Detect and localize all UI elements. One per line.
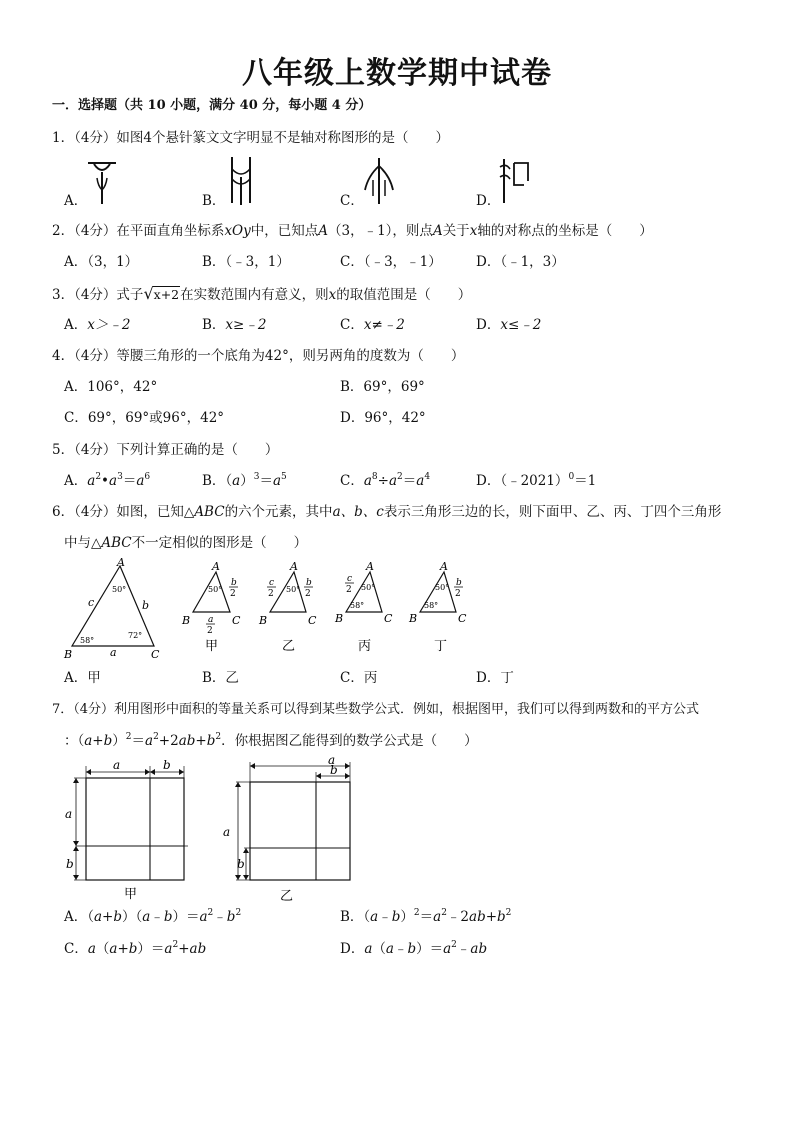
q5-c-exp: 8 xyxy=(371,472,378,482)
glyph-a-image xyxy=(86,156,120,206)
angle-b-label: 58° xyxy=(80,636,95,645)
yi-top-b-label: b xyxy=(330,763,338,777)
jia-label: 甲 xyxy=(124,887,138,902)
bing-angle-b-label: 58° xyxy=(350,601,365,610)
jia-label: 甲 xyxy=(205,639,219,654)
q7-d-exp: 2 xyxy=(451,940,457,950)
ding-frac-den: 2 xyxy=(455,589,461,599)
side-c-label: c xyxy=(88,596,95,609)
bing-c-label: C xyxy=(384,612,393,625)
q7-squares-figure xyxy=(60,753,360,906)
q5-stem: 5．（4分）下列计算正确的是（ ） xyxy=(52,442,279,458)
q3-option-a xyxy=(64,316,130,334)
q5-b-label: B． xyxy=(202,473,226,489)
q7-text: ．你根据图乙能得到的数学公式是（ ） xyxy=(221,733,478,749)
glyph-b-image xyxy=(224,155,258,207)
q5-b-term: a xyxy=(272,473,282,489)
q5-option-c xyxy=(340,472,430,490)
bing-frac-num: c xyxy=(347,574,353,584)
jia-top-b-label: b xyxy=(163,758,171,772)
q3-text: 3．（4分）式子 xyxy=(52,287,144,303)
q5-d-label: D． xyxy=(476,473,501,489)
q5-c-term: a xyxy=(363,473,372,489)
q7-d-term: a xyxy=(364,941,373,957)
yi-left-a-label: a xyxy=(223,825,231,839)
bing-angle-a-label: 50° xyxy=(361,583,376,592)
q1-option-c: C． xyxy=(340,193,364,209)
q2-coord-system: xOy xyxy=(224,223,251,239)
ding-a-label: A xyxy=(440,560,448,573)
square-jia xyxy=(86,778,184,880)
q7-b-term: a xyxy=(370,909,379,925)
q6-text: 6．（4分）如图，已知△ xyxy=(52,504,195,520)
q6-option-b: B．乙 xyxy=(202,670,239,686)
q1-stem: 1．（4分）如图4个悬针篆文文字明显不是轴对称图形的是（ ） xyxy=(52,130,450,146)
yi-label: 乙 xyxy=(280,889,294,904)
glyph-d-image xyxy=(498,155,532,207)
jia-frac-den: 2 xyxy=(207,626,213,636)
q2-axis: x xyxy=(469,223,478,239)
jia-c-label: C xyxy=(232,614,241,627)
q5-b-paren: （ xyxy=(225,473,233,489)
q7-term: a xyxy=(145,733,154,749)
q7-b-text: ＝ xyxy=(419,909,434,925)
q2-point: A xyxy=(432,223,443,239)
yi-frac-num: b xyxy=(306,578,312,588)
q4-stem: 4．（4分）等腰三角形的一个底角为42°，则另两角的度数为（ ） xyxy=(52,348,465,364)
q3-d-expr: x≤﹣2 xyxy=(500,317,542,333)
q5-c-term: a xyxy=(388,473,398,489)
q2-text: 中，已知点 xyxy=(250,223,319,239)
q6-text: 中与△ xyxy=(64,535,102,551)
q6-option-d: D．丁 xyxy=(476,670,514,686)
q7-term: ab+b xyxy=(178,733,216,749)
vertex-c-label: C xyxy=(151,648,160,661)
yi-frac-num: c xyxy=(269,578,275,588)
q7-c-text: C． xyxy=(64,941,88,957)
yi-a-label: A xyxy=(290,560,298,573)
q5-a-term: a xyxy=(87,473,96,489)
q7-a-term: b xyxy=(163,909,173,925)
q7-d-term: a xyxy=(385,941,394,957)
yi-label: 乙 xyxy=(282,639,296,654)
q5-d-exp: 0 xyxy=(568,472,575,482)
q7-b-exp: 2 xyxy=(413,908,420,918)
q7-b-exp: 2 xyxy=(505,908,512,918)
q3-stem xyxy=(52,285,471,304)
q2-option-a: A．（3，1） xyxy=(64,254,139,270)
page-title: 八年级上数学期中试卷 xyxy=(242,56,552,91)
jia-left-b-label: b xyxy=(66,857,74,871)
section-header: 一．选择题（共 10 小题，满分 40 分，每小题 4 分） xyxy=(52,98,372,113)
q2-text: 轴的对称点的坐标是（ ） xyxy=(477,223,653,239)
q7-exp: 2 xyxy=(125,732,132,742)
q5-c-op: ＝ xyxy=(402,473,417,489)
q6-option-c: C．丙 xyxy=(340,670,378,686)
ding-frac-num: b xyxy=(456,578,462,588)
q7-d-text: ﹣ xyxy=(456,941,471,957)
yi-b-label: B xyxy=(259,614,268,627)
q2-option-d: D．（﹣1，3） xyxy=(476,254,565,270)
q5-b-exp: 5 xyxy=(281,472,287,482)
q7-c-term: a+b xyxy=(109,941,138,957)
q7-b-text: ﹣ xyxy=(378,909,392,925)
yi-c-label: C xyxy=(308,614,317,627)
q5-c-term: a xyxy=(416,473,425,489)
ding-c-label: C xyxy=(458,612,467,625)
q7-option-d xyxy=(340,940,487,958)
q7-text: +2 xyxy=(158,733,179,749)
q7-c-term: ab xyxy=(189,941,207,957)
q7-d-text: D． xyxy=(340,941,365,957)
jia-top-a-label: a xyxy=(113,758,121,772)
q7-exp: 2 xyxy=(215,732,222,742)
jia-left-a-label: a xyxy=(65,807,73,821)
q7-option-a xyxy=(64,908,241,926)
q7-a-text: ﹣ xyxy=(213,909,227,925)
q7-text: ：（ xyxy=(64,733,85,749)
q7-exp: 2 xyxy=(153,732,159,742)
q3-text: 的取值范围是（ ） xyxy=(336,287,472,303)
q2-text: 关于 xyxy=(442,223,470,239)
q2-stem xyxy=(52,222,653,240)
q5-b-op: ＝ xyxy=(259,473,273,489)
q7-a-text: ﹣ xyxy=(150,909,164,925)
q7-d-term: a xyxy=(443,941,452,957)
q6-stem-line2 xyxy=(64,534,307,552)
jia-frac-den: 2 xyxy=(230,589,236,599)
q5-option-a xyxy=(64,472,150,490)
q1-option-b: B． xyxy=(202,193,226,209)
glyph-c-image xyxy=(362,156,396,206)
q5-option-b xyxy=(202,472,287,490)
q7-a-text: A．（ xyxy=(64,909,94,925)
yi-top-a-label: a xyxy=(328,753,336,767)
side-b-label: b xyxy=(142,599,150,612)
q6-triangles-figure xyxy=(60,558,470,662)
jia-frac-num: a xyxy=(208,615,214,625)
q6-vars: a、b、c xyxy=(332,504,384,520)
q3-radicand: x+2 xyxy=(153,287,180,302)
q7-a-term: a xyxy=(142,909,151,925)
q4-option-c: C．69°，69°或96°，42° xyxy=(64,410,225,426)
q7-d-text: ）＝ xyxy=(416,941,444,957)
yi-left-b-label: b xyxy=(237,857,245,871)
vertex-a-label: A xyxy=(117,556,125,569)
q3-b-label: B． xyxy=(202,317,226,333)
ding-label: 丁 xyxy=(434,639,448,654)
q3-var: x xyxy=(328,287,337,303)
q7-term: a+b xyxy=(84,733,113,749)
q6-text: 的六个元素，其中 xyxy=(224,504,333,520)
q5-d-term: （﹣2021） xyxy=(500,473,569,489)
bing-a-label: A xyxy=(366,560,374,573)
yi-angle-label: 50° xyxy=(286,585,301,594)
q7-a-term: a xyxy=(199,909,208,925)
q2-text: 2．（4分）在平面直角坐标系 xyxy=(52,223,225,239)
q5-a-term: a xyxy=(109,473,118,489)
q7-text: ） xyxy=(112,733,126,749)
q3-a-label: A． xyxy=(64,317,88,333)
q7-a-term: b xyxy=(226,909,236,925)
q4-option-d: D．96°，42° xyxy=(340,410,426,426)
q4-option-a: A．106°，42° xyxy=(64,379,158,395)
q5-c-exp: 2 xyxy=(397,472,403,482)
q7-b-term: a xyxy=(433,909,442,925)
q5-a-exp: 3 xyxy=(117,472,123,482)
bing-frac-den: 2 xyxy=(346,585,352,595)
q7-b-exp: 2 xyxy=(441,908,447,918)
angle-a-label: 50° xyxy=(112,585,127,594)
q2-text: （3，﹣1），则点 xyxy=(328,223,433,239)
q5-c-exp: 4 xyxy=(424,472,431,482)
q3-text: 在实数范围内有意义，则 xyxy=(180,287,329,303)
q7-c-term: a xyxy=(164,941,173,957)
q2-point: A xyxy=(318,223,328,239)
q7-d-term: ab xyxy=(470,941,488,957)
q3-option-d xyxy=(476,316,541,334)
q5-c-op: ÷ xyxy=(377,473,389,489)
q3-option-c xyxy=(340,316,405,334)
q7-a-text: ）（ xyxy=(122,909,143,925)
q5-a-exp: 6 xyxy=(144,472,151,482)
q7-d-term: b xyxy=(407,941,417,957)
yi-frac-den: 2 xyxy=(268,589,274,599)
q3-b-expr: x≥﹣2 xyxy=(225,317,267,333)
jia-frac-num: b xyxy=(231,578,237,588)
q3-c-expr: x≠﹣2 xyxy=(363,317,405,333)
q7-b-text: B．（ xyxy=(340,909,371,925)
q5-a-op: • xyxy=(101,473,110,489)
q5-b-paren: ） xyxy=(240,473,254,489)
jia-a-label: A xyxy=(212,560,220,573)
q3-a-expr: x＞﹣2 xyxy=(87,317,131,333)
q7-b-term: ab+b xyxy=(469,909,506,925)
angle-c-label: 72° xyxy=(128,631,143,640)
q7-d-text: （ xyxy=(372,941,386,957)
q7-c-term: a xyxy=(87,941,96,957)
q7-a-exp: 2 xyxy=(235,908,242,918)
q5-a-label: A． xyxy=(64,473,88,489)
q7-text: ＝ xyxy=(131,733,145,749)
q7-stem-line1: 7．（4分）利用图形中面积的等量关系可以得到某些数学公式．例如，根据图甲，我们可以得到两数和的平方公式 xyxy=(52,702,700,717)
q7-a-text: ）＝ xyxy=(172,909,200,925)
q7-d-text: ﹣ xyxy=(393,941,408,957)
yi-frac-den: 2 xyxy=(305,589,311,599)
q6-triangle-name: ABC xyxy=(101,535,132,551)
q7-b-text: ﹣2 xyxy=(446,909,470,925)
q6-text: 不一定相似的图形是（ ） xyxy=(131,535,308,551)
bing-b-label: B xyxy=(335,612,344,625)
q2-option-b: B．（﹣3，1） xyxy=(202,254,290,270)
vertex-b-label: B xyxy=(64,648,73,661)
side-a-label: a xyxy=(110,646,117,659)
jia-b-label: B xyxy=(182,614,191,627)
sqrt-sign: √ xyxy=(143,284,154,303)
q5-a-op: ＝ xyxy=(122,473,137,489)
bing-label: 丙 xyxy=(358,639,372,654)
q3-d-label: D． xyxy=(476,317,501,333)
q1-option-a: A． xyxy=(64,193,88,209)
q7-stem-line2 xyxy=(64,732,478,750)
q7-c-text: + xyxy=(178,941,190,957)
q7-b-term: b xyxy=(391,909,401,925)
q7-a-term: a+b xyxy=(94,909,123,925)
q6-text: 表示三角形三边的长，则下面甲、乙、丙、丁四个三角形 xyxy=(383,504,722,520)
q7-a-exp: 2 xyxy=(207,908,214,918)
q5-option-d xyxy=(476,472,596,490)
ding-angle-a-label: 50° xyxy=(435,583,450,592)
q7-option-b xyxy=(340,908,511,926)
q6-option-a: A．甲 xyxy=(64,670,101,686)
jia-angle-label: 50° xyxy=(208,585,223,594)
q5-d-op: ＝1 xyxy=(574,473,597,489)
q2-option-c: C．（﹣3，﹣1） xyxy=(340,254,442,270)
ding-angle-b-label: 58° xyxy=(424,601,439,610)
q3-option-b xyxy=(202,316,266,334)
q7-b-text: ） xyxy=(400,909,414,925)
q4-option-b: B．69°，69° xyxy=(340,379,425,395)
q5-c-label: C． xyxy=(340,473,364,489)
q6-stem-line1 xyxy=(52,503,721,521)
q1-option-d: D． xyxy=(476,193,501,209)
q5-b-exp: 3 xyxy=(253,472,260,482)
q3-c-label: C． xyxy=(340,317,364,333)
q7-c-exp: 2 xyxy=(172,940,179,950)
q5-a-term: a xyxy=(136,473,145,489)
q7-c-text: ）＝ xyxy=(137,941,165,957)
q7-c-text: （ xyxy=(95,941,110,957)
ding-b-label: B xyxy=(409,612,418,625)
q5-a-exp: 2 xyxy=(95,472,102,482)
q7-option-c xyxy=(64,940,206,958)
square-yi xyxy=(250,782,350,880)
q5-b-term: a xyxy=(232,473,241,489)
q6-triangle-name: ABC xyxy=(194,504,225,520)
